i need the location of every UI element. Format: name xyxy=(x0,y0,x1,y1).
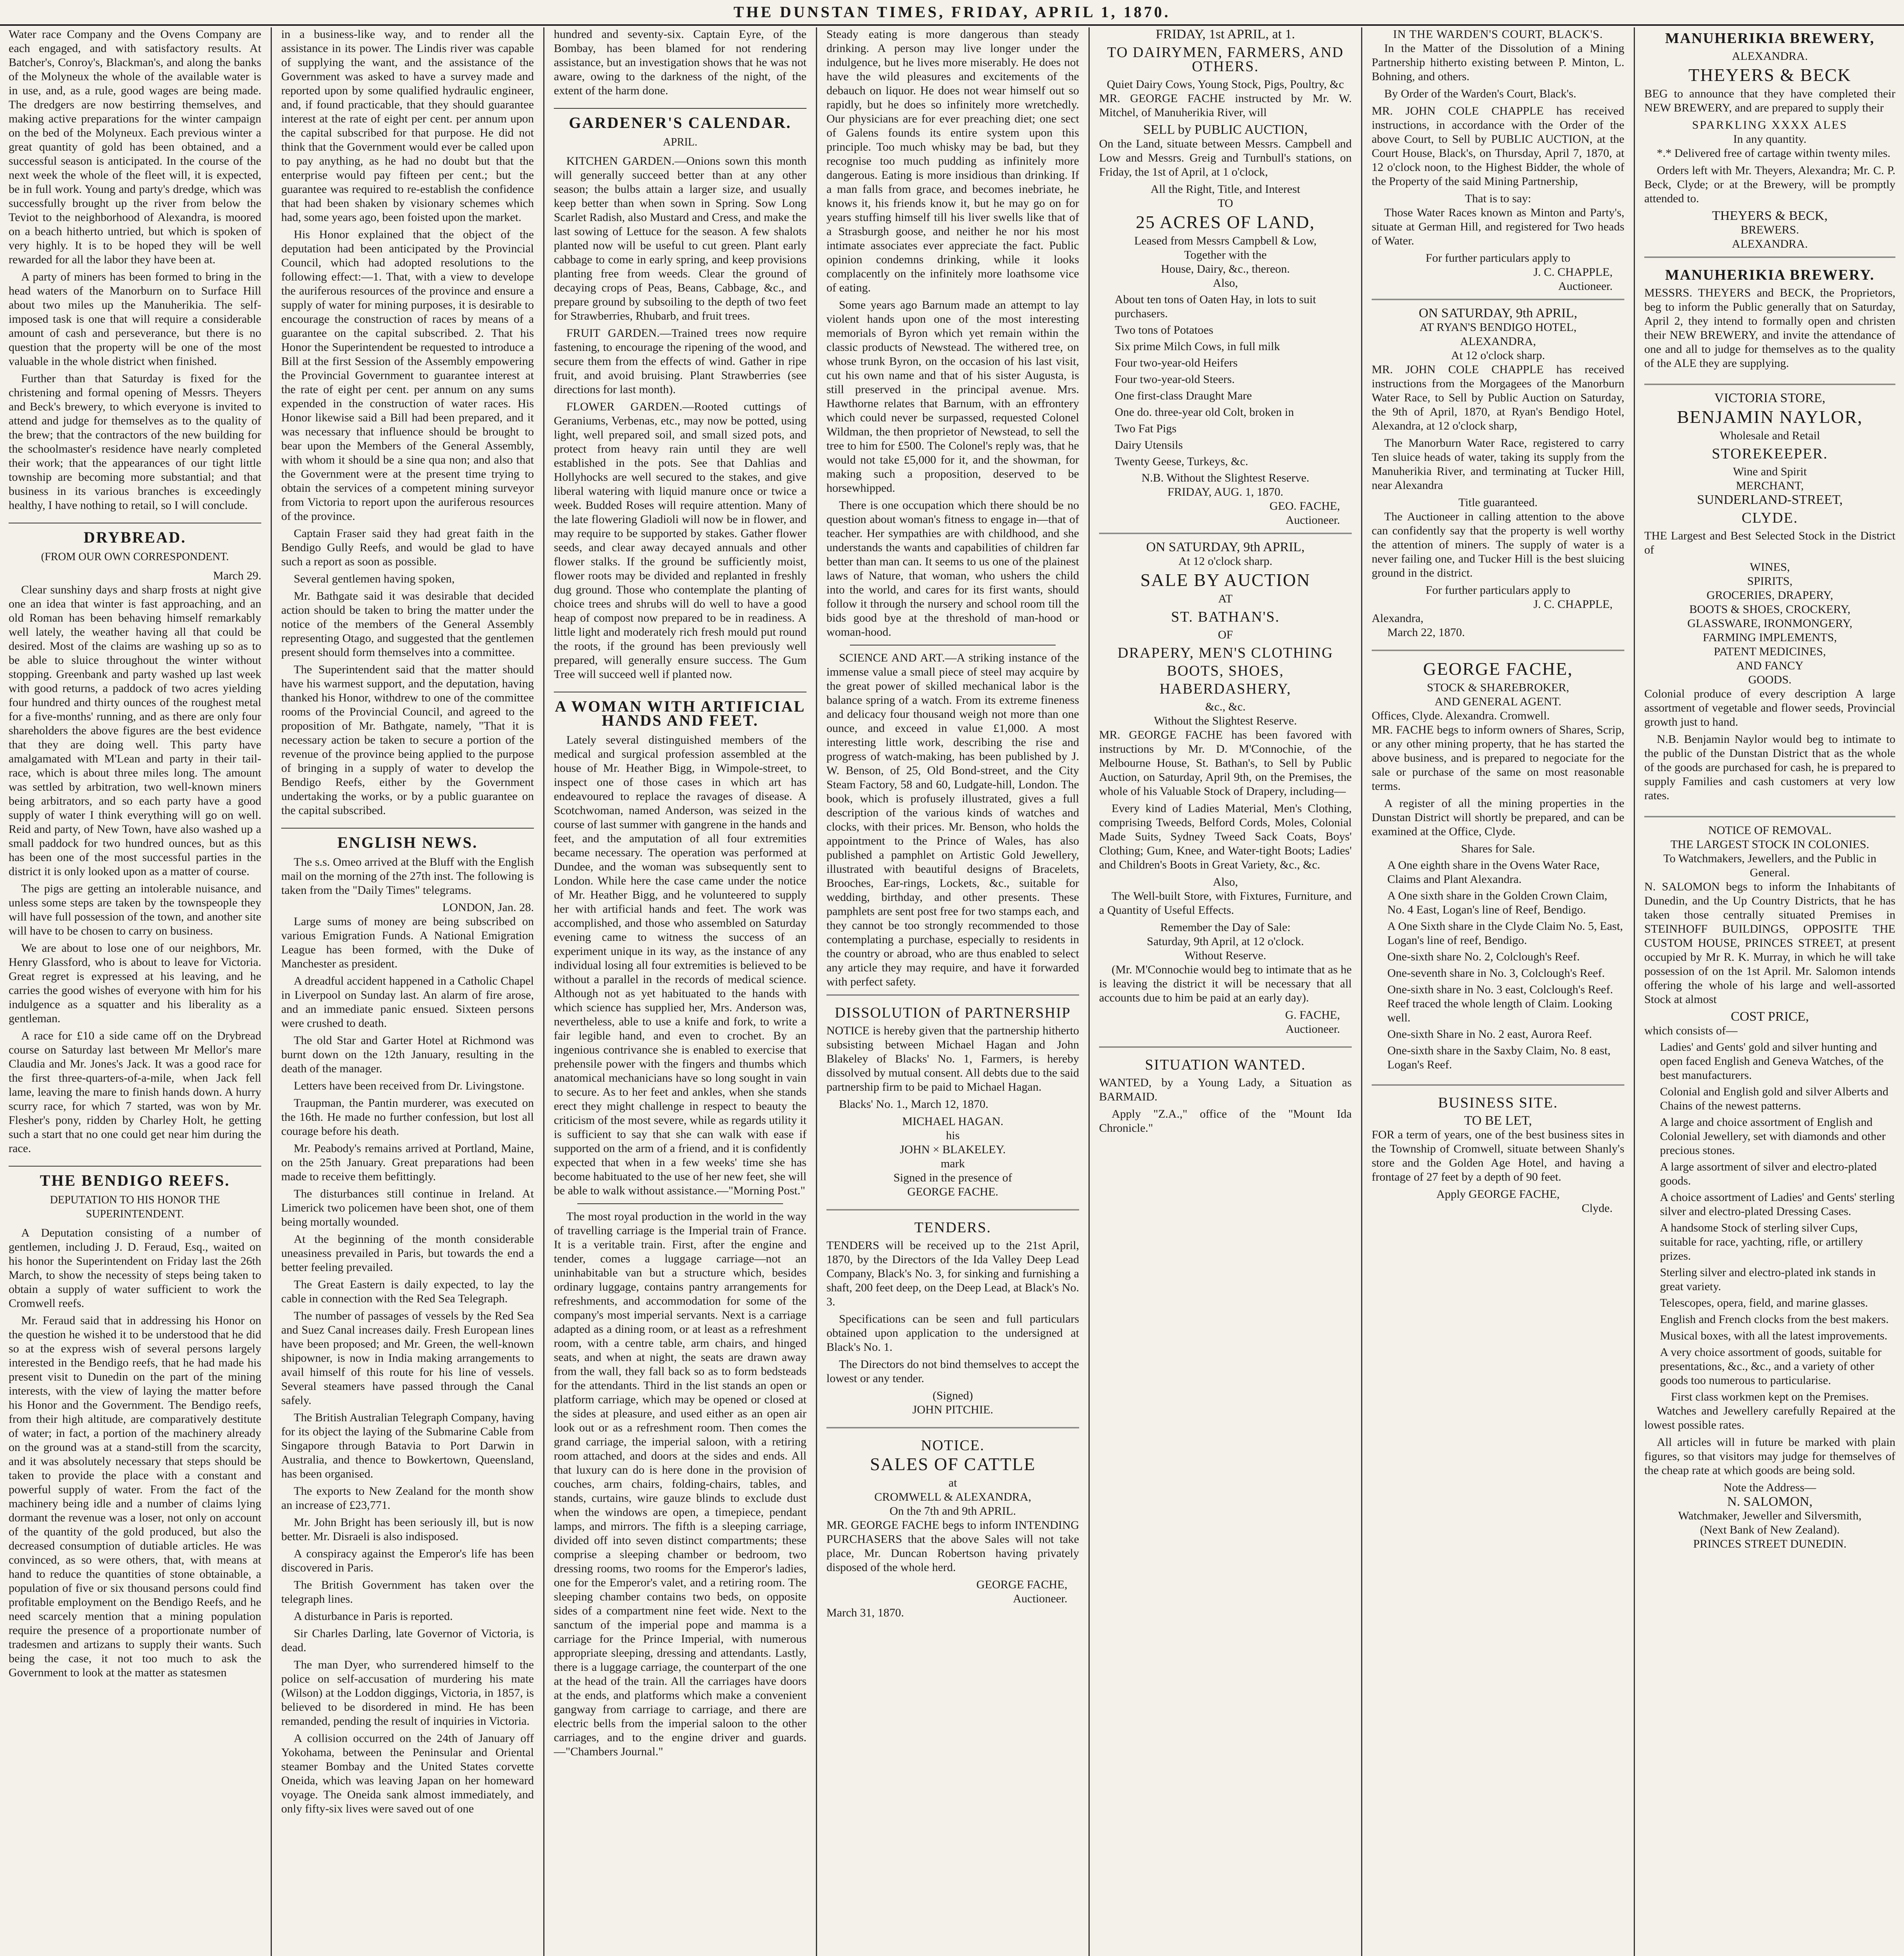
article-paragraph: Several gentlemen having spoken, xyxy=(294,572,455,585)
ad-text: THE Largest and Best Selected Stock in the District of xyxy=(1644,529,1895,556)
list-item: Musical boxes, with all the latest improvements. xyxy=(1660,1329,1888,1342)
ad-place: ALEXANDRA, xyxy=(1460,335,1536,348)
article-paragraph: A race for £10 a side came off on the Drybread course on Saturday last between Mr Mellor's mare Claudia and Mr. Jones's Jack. It was a good race for the first three-quarters-of-a-mile, when Jack fell lame, leaving the mare to finish hands down. A hurry scurry race, for which 7 started, was won by Mr. Flesher's pony, ridden by Charley Holt, he getting such a start that no one could get near him during the race. xyxy=(9,1029,261,1155)
ad-text: BEG to announce that they have completed their NEW BREWERY, and are prepared to supply their xyxy=(1644,87,1895,114)
ad-text: *.* Delivered free of cartage within twenty miles. xyxy=(1657,147,1891,160)
news-item: The Great Eastern is daily expected, to lay the cable in connection with the Red Sea Telegraph. xyxy=(281,1278,534,1305)
signature: GEO. FACHE, xyxy=(1269,500,1340,512)
ad-text: MR. JOHN COLE CHAPPLE has received instructions, in accordance with the Order of the above Court, to Sell by PUBLIC AUCTION, at the Court House, Black's, on Thursday, April 7, 1870, at 12 o'clock noon, to the Highest Bidder, the whole of the Property of the said Mining Partnership, xyxy=(1372,104,1624,188)
article-paragraph: There is one occupation which there should be no question about woman's fitness to engage in—that of teacher. Her sympathies are with childhood, and she understands the wants and capabilities of children far better than man can. It seems to us one of the plainest laws of Nature, that woman, who ushers the child into the world, and cares for its first wants, should follow it through the nursery and school room till the bids good bye at the threshold of man-hood or woman-hood. xyxy=(826,499,1079,638)
ad-title: SALES OF CATTLE xyxy=(870,1454,1036,1474)
column-rule xyxy=(271,27,272,1956)
ad-text: Wine and Spirit xyxy=(1733,465,1807,478)
ad-subheading: Shares for Sale. xyxy=(1461,842,1535,855)
ad-text: Saturday, 9th April, at 12 o'clock. xyxy=(1147,935,1304,948)
ad-text: Without the Slightest Reserve. xyxy=(1154,714,1297,727)
ad-heading: IN THE WARDEN'S COURT, BLACK'S. xyxy=(1393,28,1603,41)
column-5 xyxy=(1090,27,1360,1956)
goods-item: PATENT MEDICINES, xyxy=(1714,645,1826,658)
ad-text: For further particulars apply to xyxy=(1426,252,1570,264)
ad-text: MR. GEORGE FACHE begs to inform INTENDING PURCHASERS that the above Sales will not take place, Mr. Duncan Robertson having privately disposed of the whole herd. xyxy=(826,1519,1079,1574)
article-paragraph: The s.s. Omeo arrived at the Bluff with the English mail on the morning of the 27th inst. The following is taken from the "Daily Times" telegrams. xyxy=(281,856,534,897)
list-item: One-sixth share No. 2, Colclough's Reef. xyxy=(1387,950,1580,963)
signature-title: BREWERS. xyxy=(1741,223,1799,236)
column-6 xyxy=(1363,27,1633,1956)
ad-subheading: DRAPERY, MEN'S CLOTHING xyxy=(1117,645,1333,661)
ad-text: All articles will in future be marked with plain figures, so that visitors may judge for themselves of the cheap rate at which goods are being sold. xyxy=(1644,1436,1895,1477)
signature-note: his xyxy=(946,1129,960,1142)
ad-business-site xyxy=(1372,1084,1624,1220)
ad-salomon-removal xyxy=(1644,816,1895,1556)
list-item: Colonial and English gold and silver Alberts and Chains of the newest patterns. xyxy=(1660,1085,1889,1112)
signature-title: Auctioneer. xyxy=(1285,514,1340,527)
ad-text: (Next Bank of New Zealand). xyxy=(1700,1523,1840,1536)
list-item: A large and choice assortment of English and Colonial Jewellery, set with diamonds and other precious stones. xyxy=(1660,1116,1886,1157)
list-item: A One Sixth share in the Clyde Claim No. 5, East, Logan's line of reef, Bendigo. xyxy=(1387,920,1623,947)
byline: (FROM OUR OWN CORRESPONDENT. xyxy=(41,551,229,563)
ad-heading: NOTICE OF REMOVAL. xyxy=(1708,824,1832,837)
list-item: About ten tons of Oaten Hay, in lots to suit purchasers. xyxy=(1115,293,1316,320)
list-item: Four two-year-old Heifers xyxy=(1115,356,1238,369)
dateline: March 29. xyxy=(213,569,261,582)
ad-title: THEYERS & BECK xyxy=(1688,65,1852,85)
ad-date: ON SATURDAY, 9th APRIL, xyxy=(1419,306,1577,320)
witness-name: GEORGE FACHE. xyxy=(907,1185,999,1198)
ad-text: To Watchmakers, Jewellers, and the Public in General. xyxy=(1663,852,1877,879)
subheadline: APRIL. xyxy=(663,136,697,148)
list-item: One first-class Draught Mare xyxy=(1115,389,1252,402)
news-item: The British Government has taken over the telegraph lines. xyxy=(281,1578,534,1605)
signature-title: Auctioneer. xyxy=(1013,1592,1067,1605)
list-item: A One sixth share in the Golden Crown Claim, No. 4 East, Logan's line of Reef, Bendigo. xyxy=(1387,889,1608,916)
article-paragraph: Steady eating is more dangerous than steady drinking. A person may live longer under the indulgence, but he lives more miserably. He does not have the wild pleasures and excitements of the debauch on liquor. He does not wear himself out so rapidly, but he does so infinitely more wretchedly. Our physicians are for ever preaching diet; one sect of Galens founds its entire system upon this principle. Too much whisky may be bad, but they recognise too much pudding as infinitely more dangerous. Eating is more insidious than drinking. If a man falls from grace, and becomes inebriate, he knows it, his friends know it, but he may go on for years stuffing himself till his liver swells like that of a Strasburgh goose, and neither he nor his most intimate associates ever appreciate the fact. Public opinion condemns drinking, while it looks complacently on the infinitely more loathsome vice of eating. xyxy=(826,28,1079,294)
column-rule xyxy=(1634,27,1635,1956)
news-item: The exports to New Zealand for the month show an increase of £23,771. xyxy=(281,1485,534,1512)
ad-heading: TO DAIRYMEN, FARMERS, AND OTHERS. xyxy=(1107,44,1344,75)
shares-list xyxy=(1372,858,1624,1072)
signed-label: (Signed) xyxy=(932,1389,973,1402)
goods-item: GLASSWARE, IRONMONGERY, xyxy=(1687,617,1852,630)
news-item: Mr. John Bright has been seriously ill, but is now better. Mr. Disraeli is also indisposed. xyxy=(281,1516,534,1543)
article-paragraph: We are about to lose one of our neighbors, Mr. Henry Glassford, who is about to leave for Victoria. Great regret is expressed at his leaving, and he carries the good wishes of everyone with him for his indulgence as a squatter and his liberality as a gentleman. xyxy=(9,942,261,1025)
ad-text: In any quantity. xyxy=(1733,133,1807,146)
ad-title: 25 ACRES OF LAND, xyxy=(1135,212,1315,232)
signature: JOHN × BLAKELEY. xyxy=(900,1143,1006,1156)
news-item: The disturbances still continue in Ireland. At Limerick two policemen have been shot, one of them being mortally wounded. xyxy=(281,1187,534,1228)
ad-place: CLYDE. xyxy=(1741,510,1798,526)
article-paragraph: Mr. Feraud said that in addressing his Honor on the question he wished it to be understood that he did so at the express wish of several persons largely interested in the Bendigo reefs, that he had made his present visit to Dunedin on the part of the mining interests, with the view of laying the matter before his Honor and the Government. The Bendigo reefs, from their high altitude, are comparatively destitute of water; in fact, a portion of the machinery already on the ground was at a stand-still from the scarcity, and it was absolutely necessary that steps should be taken to provide the place with a constant and powerful supply of water. From the fact of the machinery being idle and a number of claims lying dormant the revenue was a loser, not only on account of the quantity of the gold produced, but also the decreased consumption of dutiable articles. He was convinced, as so were others, that, with means at hand to reduce the quantities of stone obtainable, a population of five or six thousand persons could find profitable employment on the Bendigo Reefs, and he need scarcely mention that a mining population require the presence of a proportionate number of tradesmen and artizans to supply their wants. Such being the case, it not too much to ask the Government to look at the matter as statesmen xyxy=(9,1314,261,1679)
list-item: Four two-year-old Steers. xyxy=(1115,373,1235,386)
ad-text: Colonial produce of every description A large assortment of vegetable and flower seeds, Provincial growth just to hand. xyxy=(1644,687,1895,728)
ad-place: PRINCES STREET DUNEDIN. xyxy=(1693,1537,1847,1550)
list-item: One-sixth share in No. 3 east, Colclough's Reef. Reef traced the whole length of Claim. Looking well. xyxy=(1387,983,1613,1024)
ad-subheading: SPARKLING XXXX ALES xyxy=(1692,119,1848,131)
ad-text: Specifications can be seen and full particulars obtained upon application to the undersigned at Black's No. 1. xyxy=(826,1312,1079,1354)
ad-date: FRIDAY, AUG. 1, 1870. xyxy=(1168,485,1283,498)
ad-text: MR. GEORGE FACHE has been favored with instructions by Mr. D. M'Connochie, of the Melbourne House, St. Bathan's, to Sell by Public Auction, on Saturday, April 9th, on the Premises, the whole of his Valuable Stock of Drapery, including— xyxy=(1099,728,1352,798)
article-paragraph: The pigs are getting an intolerable nuisance, and unless some steps are taken by the townspeople they will have full possession of the town, and another site will have to be chosen to carry on business. xyxy=(9,882,261,937)
ad-text: Also, xyxy=(1212,277,1238,289)
goods-item: GROCERIES, DRAPERY, xyxy=(1706,589,1833,602)
ad-text: &c., &c. xyxy=(1205,700,1246,713)
news-item: The British Australian Telegraph Company, having for its object the laying of the Submarine Cable from Singapore through Batavia to Port Darwin in Australia, and thence to Bowkertown, Queensland, has been organised. xyxy=(281,1411,534,1480)
ad-place: ALEXANDRA. xyxy=(1732,50,1808,63)
ad-text: Watches and Jewellery carefully Repaired at the lowest possible rates. xyxy=(1644,1404,1895,1431)
ad-text: A register of all the mining properties in the Dunstan District will shortly be prepared, and can be examined at the Office, Clyde. xyxy=(1372,797,1624,838)
article-paragraph: Further than that Saturday is fixed for the christening and formal opening of Messrs. Theyers and Beck's brewery, to which everyone is invited to attend and judge for themselves as to the quality of the brew; that the contractors of the new building for the schoolmaster's residence have nearly completed their work; that the appearances of our tight little township are becoming more substantial; and that business in its various branches is exceedingly healthy, I have nothing to retail, so I will conclude. xyxy=(9,372,261,512)
ad-text: MERCHANT, xyxy=(1736,479,1804,492)
article-paragraph: A party of miners has been formed to bring in the head waters of the Manorburn on to Surface Hill about two miles up the Manuherikia. The self-imposed task is one that will require a considerable amount of cash and perseverance, but there is no question that the property will be one of the most valuable in the whole district when finished. xyxy=(9,270,261,368)
ad-subheading: AND GENERAL AGENT. xyxy=(1434,695,1562,708)
news-item: A dreadful accident happened in a Catholic Chapel in Liverpool on Sunday last. An alarm of fire arose, and an immediate panic ensued. Sixteen persons were crushed to death. xyxy=(281,974,534,1030)
ad-place: SUNDERLAND-STREET, xyxy=(1697,493,1843,507)
witness-label: Signed in the presence of xyxy=(893,1171,1012,1184)
ad-subheading: SELL by PUBLIC AUCTION, xyxy=(1143,122,1308,137)
ad-dates: On the 7th and 9th APRIL. xyxy=(889,1505,1016,1517)
ad-text: Without Reserve. xyxy=(1184,949,1266,962)
ad-date: ON SATURDAY, 9th APRIL, xyxy=(1146,540,1305,554)
news-item: A collision occurred on the 24th of January off Yokohama, between the Peninsular and Oriental steamer Bombay and the United States corvette Oneida, which was leaving Japan on her homeward voyage. The Oneida sank almost immediately, and only fifty-six lives were saved out of one xyxy=(281,1732,534,1815)
list-item: Dairy Utensils xyxy=(1115,439,1183,451)
masthead: THE DUNSTAN TIMES, FRIDAY, APRIL 1, 1870. xyxy=(0,0,1904,26)
ad-text: at xyxy=(948,1476,957,1489)
auction-items xyxy=(1099,293,1352,469)
column-2 xyxy=(273,27,542,1956)
ad-text: Also, xyxy=(1212,876,1238,888)
ad-george-fache-broker xyxy=(1372,650,1624,1079)
article-paragraph: Captain Fraser said they had great faith in the Bendigo Gully Reefs, and would be glad to have such a report as soon as possible. xyxy=(281,527,534,568)
ad-text: N. SALOMON begs to inform the Inhabitants of Dunedin, and the Up Country Districts, that he has taken those centrally situated Premises in STEINHOFF BUILDINGS, OPPOSITE THE CUSTOM HOUSE, PRINCES STREET, at present occupied by Mr R. K. Murray, in which he will take possession of on the 1st April. Mr. Salomon intends offering the whole of his large and well-assorted Stock at almost xyxy=(1644,880,1895,1006)
ad-text: Orders left with Mr. Theyers, Alexandra; Mr. C. P. Beck, Clyde; or at the Brewery, will be promptly attended to. xyxy=(1644,164,1895,205)
ad-text: Every kind of Ladies Material, Men's Clothing, comprising Tweeds, Belford Cords, Moles, Colonial Made Suits, Sydney Tweed Sack Coats, Boys' Clothing; Gum, Knee, and Water-tight Boots; Ladies' and Children's Boots in Great Variety, &c., &c. xyxy=(1099,802,1352,871)
ad-subheading: STOCK & SHAREBROKER, xyxy=(1427,681,1569,694)
column-1 xyxy=(0,27,270,1956)
ad-text: TENDERS will be received up to the 21st April, 1870, by the Directors of the Ida Valley Deep Lead Company, Black's No. 3, for sinking and furnishing a shaft, 200 feet deep, on the Deep Lead, at Black's No. 3. xyxy=(826,1239,1079,1308)
ad-subheading: THE LARGEST STOCK IN COLONIES. xyxy=(1670,838,1870,851)
ad-text: WANTED, by a Young Lady, a Situation as BARMAID. xyxy=(1099,1076,1352,1103)
article-paragraph: The most royal production in the world in the way of travelling carriage is the Imperial train of France. It is a veritable train. First, after the engine and tender, comes a luggage carriage—not an uninhabitable van but a structure which, besides ordinary luggage, contains pantry arrangements for refreshments, and accommodation for some of the company's most imperial servants. Next is a carriage adapted as a dining room, or at least as a refreshment room, with a centre table, arm chairs, and hinged seats, and when at night, the seats are drawn away from the wall, they fall back so as to form bedsteads for the attendants. Third in the list stands an open or platform carriage, which may be opened or closed at the sides at pleasure, and used either as an open air look out or as a refreshment room. Then comes the grand carriage, the imperial saloon, with a retiring room attached, and doors at the sides and ends. All that luxury can do is here done in the provision of couches, arm chairs, folding-chairs, tables, and stands, curtains, wire gauze blinds to exclude dust when the windows are open, a timepiece, pendant lamps, and mirrors. The fifth is a sleeping carriage, divided off into seven distinct compartments; these comprise a sleeping chamber or bedroom, two dressing rooms, two rooms for the Emperor's ladies, one for the Emperor's valet, and a retiring room. The sleeping chamber contains two beds, on opposite sides of a compartment nine feet wide. Next to the sanctum of the imperial pope and mamma is a carriage for the Prince Imperial, with numerous appropriate sleeping, dressing and attendants. Lastly, there is a luggage carriage, the counterpart of the one at the head of the train. All the carriages have doors at the ends, and platforms which make a convenient gangway from carriage to carriage, and there are electric bells from the imperial saloon to the other carriages, and to the engine driver and guards.—"Chambers Journal." xyxy=(554,1210,807,1758)
column-rule xyxy=(543,27,544,1956)
ad-text: Watchmaker, Jeweller and Silversmith, xyxy=(1678,1509,1862,1522)
ad-situation-wanted xyxy=(1099,1046,1352,1143)
ad-date: March 22, 1870. xyxy=(1387,626,1465,639)
list-item: One-sixth Share in No. 2 east, Aurora Reef. xyxy=(1387,1028,1592,1041)
ad-heading: SITUATION WANTED. xyxy=(1145,1057,1306,1073)
headline-english-news: ENGLISH NEWS. xyxy=(281,828,534,850)
divider xyxy=(577,1203,783,1204)
dateline: LONDON, Jan. 28. xyxy=(442,901,534,914)
news-item: The number of passages of vessels by the Red Sea and Suez Canal increases daily. Fresh European lines have been proposed; and Mr. Green, the well-known shipowner, is now in India making arrangements to avail himself of this route for his line of vessels. Several steamers have passed through the Canal safely. xyxy=(281,1309,534,1407)
goods-item: GOODS. xyxy=(1748,673,1792,686)
list-item: A very choice assortment of goods, suitable for presentations, &c., &c., and a variety of other goods too numerous to particularise. xyxy=(1660,1346,1882,1387)
ad-text: First class workmen kept on the Premises. xyxy=(1671,1390,1869,1403)
headline-woman-artificial-hands: A WOMAN WITH ARTIFICIAL HANDS AND FEET. xyxy=(554,692,807,728)
column-rule xyxy=(1089,27,1090,1956)
article-paragraph: in a business-like way, and to render all the assistance in its power. The Lindis river was capable of supplying the want, and the assistance of the Government was asked to have a survey made and reported upon by some qualified hydraulic engineer, and, if found practicable, that they should guarantee interest at the rate of eight per cent. per annum upon the capital subscribed for that purpose. He did not think that the Government would ever be called upon to pay anything, as he had no doubt but that the enterprise would pay fifteen per cent.; but the guarantee was required to re-establish the confidence that had been shaken by visionary schemes which had, some years ago, been foisted upon the market. xyxy=(281,28,534,224)
ad-date: Blacks' No. 1., March 12, 1870. xyxy=(839,1098,989,1111)
news-item: A disturbance in Paris is reported. xyxy=(294,1610,453,1623)
list-item: Sterling silver and electro-plated ink stands in great variety. xyxy=(1660,1266,1876,1293)
ad-text: The Manorburn Water Race, registered to carry Ten sluice heads of water, taking its supply from the Manuherikia River, and terminating at Tucker Hill, near Alexandra xyxy=(1372,437,1624,492)
headline-bendigo-reefs: THE BENDIGO REEFS. xyxy=(9,1166,261,1188)
signature: GEORGE FACHE, xyxy=(976,1578,1067,1591)
list-item: Ladies' and Gents' gold and silver hunting and open faced English and Geneva Watches, of the best manufacturers. xyxy=(1660,1041,1884,1082)
ad-text: All the Right, Title, and Interest xyxy=(1150,183,1300,196)
ad-place: Alexandra, xyxy=(1372,612,1424,625)
ad-text: Title guaranteed. xyxy=(1458,496,1538,509)
ad-heading: BUSINESS SITE. xyxy=(1438,1095,1558,1111)
ad-text: AT xyxy=(1218,592,1233,605)
ad-text: The Well-built Store, with Fixtures, Furniture, and a Quantity of Useful Effects. xyxy=(1099,890,1352,917)
ad-offices: Offices, Clyde. Alexandra. Cromwell. xyxy=(1372,709,1550,722)
ad-text: TO xyxy=(1218,197,1233,210)
article-paragraph: Water race Company and the Ovens Company are each engaged, and with satisfactory results. At Batcher's, Conroy's, Blackman's, and along the banks of the Molyneux the whole of the available water is in use, and, as a rule, good wages are being made. The dredgers are now bestirring themselves, and making active preparations for the winter campaign on the bed of the Molyneux. Each previous winter a great quantity of gold has been obtained, and a successful season is anticipated. In the course of the next week the whole of the fleet will, it is expected, be in full work. Young and party's dredge, which was successfully brought up the river from below the Teviot to the neighborhood of Alexandra, is moored on a beach hitherto untried, but which is spoken of very highly. It is to be hoped they will be well rewarded for all the labor they have been at. xyxy=(9,28,261,266)
ad-time: At 12 o'clock sharp. xyxy=(1451,349,1545,362)
ad-place: AT RYAN'S BENDIGO HOTEL, xyxy=(1419,321,1577,334)
signature: J. C. CHAPPLE, xyxy=(1533,266,1613,279)
list-item: A One eighth share in the Ovens Water Race, Claims and Plant Alexandra. xyxy=(1387,859,1600,886)
article-paragraph: Lately several distinguished members of the medical and surgical profession assembled at the house of Mr. Heather Bigg, in Wimpole-street, to inspect one of those cases in which art has endeavoured to replace the ravages of disease. A Scotchwoman, named Anderson, was seized in the course of last summer with gangrene in the hands and feet, and the amputation of all four extremities became necessary. The operation was performed at Dundee, and the woman was subsequently sent to London. While here the case came under the notice of Mr. Heather Bigg, and he volunteered to supply her with artificial hands and feet. The work was accomplished, and those who assembled on Saturday evening came to witness the success of an experiment unique in its way, as the instance of any individual losing all four extremities is believed to be without a parallel in the records of medical science. Although not as yet habituated to the hands with which science has supplied her, Mrs. Anderson was, nevertheless, able to use a knife and fork, to write a fair legible hand, and even to crochet. By an ingenious contrivance she is enabled to exercise that prehensile power with the fingers and thumbs which anatomical mechanicians have so long sought in vain to secure. As to her feet and ankles, when she stands erect they might challenge in respect to beauty the criticism of the most severe, while as regards utility it is sufficient to say that she can walk with ease if supported on the arm of a friend, and it is confidently expected that when in a few weeks' time she has become habituated to the use of her new feet, she will be able to walk without assistance.—"Morning Post." xyxy=(554,734,807,1197)
article-paragraph: A Deputation consisting of a number of gentlemen, including J. D. Feraud, Esq., waited on his honor the Superintendent on Friday last the 26th March, to show the necessity of steps being taken to obtain a supply of water sufficient to work the Cromwell reefs. xyxy=(9,1226,261,1310)
goods-list xyxy=(1644,1040,1895,1388)
news-item: The old Star and Garter Hotel at Richmond was burnt down on the 12th January, resulting in the death of the manager. xyxy=(281,1034,534,1075)
news-item: Traupman, the Pantin murderer, was executed on the 16th. He made no further confession, but lost all courage before his death. xyxy=(281,1097,534,1138)
ad-text: On the Land, situate between Messrs. Campbell and Low and Messrs. Greig and Turnbull's stations, on Friday, the 1st of April, at 1 o'clock, xyxy=(1099,137,1352,178)
ad-text: The Auctioneer in calling attention to the above can confidently say that the property is well worthy the attention of miners. The supply of water is a never failing one, and Tucker Hill is the best sluicing ground in the district. xyxy=(1372,510,1624,579)
ad-text: Together with the xyxy=(1184,248,1267,261)
list-item: A choice assortment of Ladies' and Gents' sterling silver and electro-plated Dressing Cases. xyxy=(1660,1191,1895,1218)
ad-text: Apply GEORGE FACHE, xyxy=(1436,1188,1560,1201)
auction-date: FRIDAY, 1st APRIL, at 1. xyxy=(1155,27,1295,41)
list-item: One-seventh share in No. 3, Colclough's Reef. xyxy=(1387,967,1605,980)
goods-item: AND FANCY xyxy=(1736,659,1803,672)
ad-heading: NOTICE. xyxy=(921,1437,985,1454)
ad-text: N.B. Without the Slightest Reserve. xyxy=(1141,471,1309,484)
list-item: Two Fat Pigs xyxy=(1115,422,1177,435)
signature-title: Auctioneer. xyxy=(1285,1023,1340,1036)
headline-drybread: DRYBREAD. xyxy=(9,523,261,545)
signature: MICHAEL HAGAN. xyxy=(902,1115,1004,1128)
ad-text: Remember the Day of Sale: xyxy=(1160,921,1291,934)
ad-text: NOTICE is hereby given that the partnership hitherto subsisting between Michael Hagan and John Blakeley of Blacks' No. 1, Farmers, is hereby dissolved by mutual consent. All debts due to the said partnership firm to be paid to Michael Hagan. xyxy=(826,1024,1079,1093)
news-item: Sir Charles Darling, late Governor of Victoria, is dead. xyxy=(281,1627,534,1654)
ad-place: CROMWELL & ALEXANDRA, xyxy=(874,1490,1031,1503)
ad-text: For further particulars apply to xyxy=(1426,584,1570,597)
ad-title: MANUHERIKIA BREWERY, xyxy=(1665,30,1875,47)
ad-place: ALEXANDRA. xyxy=(1732,237,1808,250)
ad-place: Clyde. xyxy=(1581,1202,1613,1215)
ad-manorburn-sale xyxy=(1372,299,1624,644)
ad-heading: TENDERS. xyxy=(914,1219,992,1236)
ad-text: N.B. Benjamin Naylor would beg to intimate to the public of the Dunstan District that as the whole of the goods are purchased for cash, he is prepared to supply Families and cash customers at very low rates. xyxy=(1644,733,1895,802)
list-item: One do. three-year old Colt, broken in xyxy=(1115,406,1294,419)
column-3 xyxy=(545,27,815,1956)
ad-text: MR. JOHN COLE CHAPPLE has received instructions from the Morgagees of the Manorburn Water Race, to Sell by Public Auction on Saturday, the 9th of April, 1870, at Ryan's Bendigo Hotel, Alexandra, at 12 o'clock sharp, xyxy=(1372,363,1624,432)
signature: JOHN PITCHIE. xyxy=(912,1403,993,1416)
ad-title: SALE BY AUCTION xyxy=(1140,570,1311,590)
ad-tenders xyxy=(826,1209,1079,1422)
article-paragraph: Mr. Bathgate said it was desirable that decided action should be taken to bring the matter under the notice of the members of the General Assembly representing Otago, and suggested that the gentlemen present should form themselves into a committee. xyxy=(281,590,534,659)
ad-time: At 12 o'clock sharp. xyxy=(1178,555,1273,568)
ad-subheading: STOREKEEPER. xyxy=(1712,446,1828,462)
column-rule xyxy=(816,27,817,1956)
ad-text: MESSRS. THEYERS and BECK, the Proprietors, beg to inform the Public generally that on Saturday, April 2, they intend to formally open and christen their NEW BREWERY, and invite the attendance of one and all to judge for themselves as to the quality of the ALE they are supplying. xyxy=(1644,286,1895,370)
signature-title: Auctioneer. xyxy=(1558,280,1613,293)
ad-text: MR. FACHE begs to inform owners of Shares, Scrip, or any other mining property, that he has started the above business, and is prepared to negociate for the sale or purchase of the same on most reasonable terms. xyxy=(1372,723,1624,793)
ad-subheading: HABERDASHERY, xyxy=(1159,681,1291,697)
ad-subheading: COST PRICE, xyxy=(1731,1009,1809,1024)
ad-victoria-store xyxy=(1644,384,1895,811)
ad-text: By Order of the Warden's Court, Black's. xyxy=(1384,87,1577,100)
news-item: A conspiracy against the Emperor's life has been discovered in Paris. xyxy=(281,1547,534,1574)
signature-note: mark xyxy=(941,1157,965,1170)
ad-text: House, Dairy, &c., thereon. xyxy=(1161,262,1290,275)
column-4 xyxy=(818,27,1088,1956)
list-item: Two tons of Potatoes xyxy=(1115,324,1214,336)
ad-date: March 31, 1870. xyxy=(826,1606,904,1619)
ad-subheading: Quiet Dairy Cows, Young Stock, Pigs, Poultry, &c xyxy=(1106,78,1344,91)
list-item: English and French clocks from the best makers. xyxy=(1660,1313,1889,1326)
list-item: Twenty Geese, Turkeys, &c. xyxy=(1115,455,1248,468)
signature: N. SALOMON, xyxy=(1727,1494,1813,1509)
ad-text: Leased from Messrs Campbell & Low, xyxy=(1134,234,1317,247)
article-paragraph: SCIENCE AND ART.—A striking instance of the immense value a small piece of steel may acquire by the great power of skilled mechanical labor is the balance spring of a watch. From its extreme fineness and delicacy four thousand weigh not more than one ounce, and exceed in value £1,000. A most interesting little work, describing the rise and progress of watch-making, has been published by J. W. Benson, of 25, Old Bond-street, and the City Steam Factory, 58 and 60, Ludgate-hill, London. The book, which is profusely illustrated, gives a full description of the various kinds of watches and clocks, with their prices. Mr. Benson, who holds the appointment to the Prince of Wales, has also published a pamphlet on Artistic Gold Jewellery, illustrated with beautiful designs of Bracelets, Brooches, Ear-rings, Lockets, &c., suitable for wedding, birthday, and other presents. These pamphlets are sent post free for two stamps each, and they cannot be too strongly recommended to those contemplating a purchase, especially to residents in the country or abroad, who are thus enabled to select any article they may require, and have it forwarded with perfect safety. xyxy=(826,651,1079,988)
signature: J. C. CHAPPLE, xyxy=(1533,598,1613,611)
ad-place: ST. BATHAN'S. xyxy=(1171,609,1280,625)
headline-gardeners-calendar: GARDENER'S CALENDAR. xyxy=(554,108,807,130)
goods-item: BOOTS & SHOES, CROCKERY, xyxy=(1689,603,1851,616)
ad-text: That is to say: xyxy=(1465,192,1531,205)
ad-text: FOR a term of years, one of the best business sites in the Township of Cromwell, situate between Shanly's store and the Golden Age Hotel, and having a frontage of 27 feet by a depth of 90 feet. xyxy=(1372,1128,1624,1183)
ad-text: OF xyxy=(1218,628,1233,641)
news-item: Letters have been received from Dr. Livingstone. xyxy=(294,1079,524,1092)
ad-text: (Mr. M'Connochie would beg to intimate that as he is leaving the district it will be necessary that all accounts due to him be paid at an early day). xyxy=(1099,963,1352,1004)
ad-text: Those Water Races known as Minton and Party's, situate at German Hill, and registered for Two heads of Water. xyxy=(1372,206,1624,247)
list-item: A large assortment of silver and electro-plated goods. xyxy=(1660,1160,1877,1187)
ad-st-bathans-sale xyxy=(1099,533,1352,1041)
news-item: Mr. Peabody's remains arrived at Portland, Maine, on the 25th January. Great preparations had been made to receive them befittingly. xyxy=(281,1142,534,1183)
ad-text: Apply "Z.A.," office of the "Mount Ida Chronicle." xyxy=(1099,1107,1352,1134)
ad-text: In the Matter of the Dissolution of a Mining Partnership hitherto existing between P. Minton, L. Bohning, and others. xyxy=(1372,42,1624,83)
ad-subheading: BOOTS, SHOES, xyxy=(1167,663,1284,679)
goods-item: SPIRITS, xyxy=(1747,575,1793,588)
article-paragraph: FLOWER GARDEN.—Rooted cuttings of Geraniums, Verbenas, etc., may now be potted, using light, well prepared soil, and small sized pots, and protect from heavy rain until they are well established in the pots. See that Dahlias and Hollyhocks are well secured to the stakes, and give liberal watering with liquid manure once or twice a week. Budded Roses will require attention. Many of the late flowering Gladioli will now be in flower, and may require to be supported by stakes. Gather flower seeds, and clear away decayed annuals and other flower stalks. If the ground be sufficiently moist, flower roots may be divided and replanted in freshly dug ground. Those who contemplate the planting of choice trees and shrubs will do well to have a good heap of compost now prepared to be in readiness. A little light and moderately rich fresh mould put round the roots, if the ground has been previously well prepared, will generally ensure success. The Gum Tree will succeed well if planted now. xyxy=(554,400,807,681)
article-paragraph: The Superintendent said that the matter should have his warmest support, and the deputation, having thanked his Honor, withdrew to one of the committee rooms of the Provincial Council, and agreed to the proposition of Mr. Bathgate, namely, "That it is necessary action be taken to secure a portion of the revenue of the province being applied to the purpose of bringing in a supply of water to develop the Bendigo Reefs, either by the Government undertaking the works, or by a public guarantee on the capital subscribed. xyxy=(281,663,534,817)
article-paragraph: Clear sunshiny days and sharp frosts at night give one an idea that winter is fast approaching, and an old Roman has been behaving himself remarkably well lately, the weather having all that could be desired. Most of the claims are washing up so as to be able to sluice throughout the winter without stopping. Greenbank and party washed up last week with good returns, a paddock of two acres yielding four hundred and thirty ounces of the roughest metal for a five-months' running, and as there are only four shareholders the above figures are the best evidence that they are doing well. This party have amalgamated with M'Lean and party in their tail-race, which is about three miles long. The amount was settled by arbitration, two well-known miners being arbitrators, and so each party have a good supply of water I think everything will go on well. Reid and party, of New Town, have also washed up a small paddock for two hundred ounces, but as this has been one of the most successful parties in the district it is only looked upon as a matter of course. xyxy=(9,583,261,878)
ad-text: Note the Address— xyxy=(1723,1481,1816,1494)
list-item: One-sixth share in the Saxby Claim, No. 8 east, Logan's Reef. xyxy=(1387,1044,1611,1071)
ad-text: The Directors do not bind themselves to accept the lowest or any tender. xyxy=(826,1358,1079,1385)
article-paragraph: His Honor explained that the object of the deputation had been anticipated by the Provincial Council, which had adopted resolutions to the following effect:—1. That, with a view to develope the auriferous resources of the province and ensure a supply of water for mining purposes, it is desirable to encourage the construction of races by means of a guarantee on the capital subscribed. 2. That his Honor the Superintendent be requested to introduce a Bill at the first Session of the Assembly empowering the Provincial Government to guarantee interest at the rate of eight per cent. per annum on any sums expended in the construction of water races. His Honor likewise said a Bill had been prepared, and it was necessary that influence should be brought to bear upon the Members of the General Assembly, with whom it should be a sine qua non; and also that the Government were at the present time trying to obtain the services of a competent mining surveyor from Victoria to report upon the auriferous resources of the province. xyxy=(281,228,534,523)
subheadline: DEPUTATION TO HIS HONOR THE SUPERINTENDENT. xyxy=(50,1194,220,1220)
ad-heading: VICTORIA STORE, xyxy=(1714,391,1825,405)
article-paragraph: KITCHEN GARDEN.—Onions sown this month will generally succeed better than at any other season; the bulbs attain a larger size, and usually keep better than when sown in Spring. Sow Long Scarlet Radish, also Mustard and Cress, and make the last sowing of Lettuce for the season. A few shalots planted now will be useful to cut green. Plant early cabbage to come in early spring, and keep provisions planting free from weeds. Clear the ground of decaying crops of Peas, Beans, Cabbage, &c., and prepare ground by subsoiling to the depth of two feet for Strawberries, Rhubarb, and fruit trees. xyxy=(554,155,807,322)
ad-title: GEORGE FACHE, xyxy=(1423,659,1573,679)
article-paragraph: Some years ago Barnum made an attempt to lay violent hands upon one of the most interesting memorials of Byron which yet remain within the classic products of Newstead. The withered tree, on whose trunk Byron, on the occasion of his last visit, cut his own name and that of his sister Augusta, is still preserved in the principal avenue. Mrs. Hawthorne relates that Barnum, with an effrontery which could never be surpassed, requested Colonel Wildman, the then proprietor of Newstead, to sell the tree to him for £500. The Colonel's reply was, that he would not take £5,000 for it, and the showman, for making such a proposition, deserved to be horsewhipped. xyxy=(826,298,1079,494)
news-item: Large sums of money are being subscribed on various Emigration Funds. A National Emigration League has been formed, with the Duke of Manchester as president. xyxy=(281,915,534,970)
news-item: The man Dyer, who surrendered himself to the police on self-accusation of murdering his mate (Wilson) at the Loddon diggings, Victoria, in 1857, is believed to be disordered in mind. He has been remanded, pending the result of inquiries in Victoria. xyxy=(281,1658,534,1728)
ad-text: which consists of— xyxy=(1644,1024,1738,1037)
signature: G. FACHE, xyxy=(1285,1009,1340,1021)
article-paragraph: FRUIT GARDEN.—Trained trees now require fastening, to encourage the ripening of the wood, and secure them from the effects of wind. Gather in ripe fruit, and avoid bruising. Plant Strawberries (see directions for last month). xyxy=(554,327,807,396)
signature: THEYERS & BECK, xyxy=(1712,209,1828,223)
ad-heading: DISSOLUTION of PARTNERSHIP xyxy=(835,1005,1071,1021)
ad-text: MR. GEORGE FACHE instructed by Mr. W. Mitchel, of Manuherikia River, will xyxy=(1099,92,1352,119)
column-rule xyxy=(1361,27,1362,1956)
ad-dissolution xyxy=(826,994,1079,1204)
article-paragraph: hundred and seventy-six. Captain Eyre, of the Bombay, has been blamed for not rendering assistance, but an investigation shows that he was not aware, owing to the darkness of the night, of the extent of the harm done. xyxy=(554,28,807,97)
ad-brewery-opening xyxy=(1644,257,1895,378)
ad-title: BENJAMIN NAYLOR, xyxy=(1677,407,1863,427)
list-item: Six prime Milch Cows, in full milk xyxy=(1115,340,1280,353)
news-item: At the beginning of the month considerable uneasiness prevailed in Paris, but towards the end a better feeling prevailed. xyxy=(281,1233,534,1274)
goods-item: WINES, xyxy=(1750,561,1790,573)
ad-title: MANUHERIKIA BREWERY. xyxy=(1665,267,1875,283)
list-item: Telescopes, opera, field, and marine glasses. xyxy=(1660,1296,1868,1309)
ad-notice-cattle xyxy=(826,1427,1079,1625)
ad-text: Wholesale and Retail xyxy=(1719,429,1820,442)
goods-item: FARMING IMPLEMENTS, xyxy=(1703,631,1837,644)
list-item: A handsome Stock of sterling silver Cups, suitable for race, yachting, rifle, or artillery prizes. xyxy=(1660,1221,1863,1262)
column-7 xyxy=(1636,27,1904,1956)
ad-subheading: TO BE LET, xyxy=(1464,1113,1532,1128)
